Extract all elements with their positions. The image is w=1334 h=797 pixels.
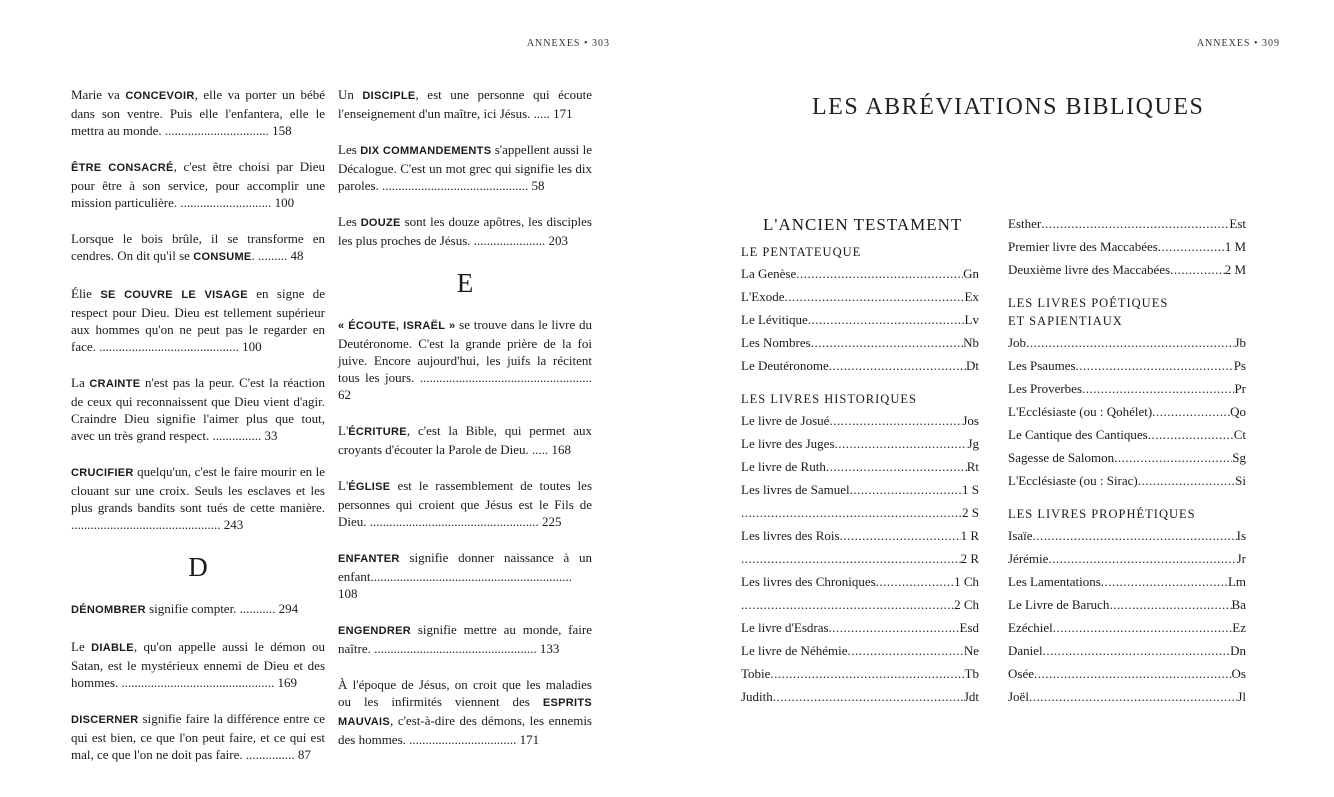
glossary-entry: [338, 86, 592, 122]
entry-text: À l'époque de Jésus, on croit que les maladies ou les infirmités viennent des: [338, 677, 592, 709]
abbreviation-row: [1008, 354, 1246, 377]
abbreviation-row: [1008, 331, 1246, 354]
book-abbreviation: Jg: [967, 436, 979, 451]
book-name: Job: [1008, 335, 1027, 350]
glossary-entry: [71, 710, 325, 763]
abbreviation-row: [1008, 446, 1246, 469]
book-name: Les Psaumes: [1008, 358, 1076, 373]
entry-text: s'appellent aussi le Décalogue. C'est un mot grec qui signifie les dix paroles. ............................................. 58: [338, 142, 592, 193]
book-name: Joël: [1008, 689, 1029, 704]
glossary-term: ESPRITS MAUVAIS: [338, 697, 592, 728]
glossary-entry: [338, 621, 592, 657]
book-abbreviation: Ba: [1231, 597, 1246, 612]
abbreviation-row: [1008, 258, 1246, 281]
entry-text: Marie va: [71, 87, 126, 102]
abbreviation-row: [741, 455, 979, 478]
book-abbreviation: Dn: [1230, 643, 1246, 658]
glossary-term: DISCERNER: [71, 714, 139, 726]
book-name: Sagesse de Salomon: [1008, 450, 1115, 465]
book-name: Le Lévitique: [741, 312, 808, 327]
book-name: Osée: [1008, 666, 1034, 681]
dot-leader: [1138, 469, 1235, 492]
entry-text: en signe de respect pour Dieu. Dieu est tellement supérieur aux hommes qu'on ne peut pas le regarder en face. ........................................... 100: [71, 286, 325, 354]
dot-leader: [1048, 547, 1236, 570]
dot-leader: [741, 547, 961, 570]
abbreviation-row: [741, 478, 979, 501]
section-letter: D: [188, 552, 208, 582]
book-abbreviation: Nb: [963, 335, 979, 350]
dot-leader: [835, 432, 968, 455]
dot-leader: [1158, 235, 1225, 258]
book-abbreviation: Ez: [1232, 620, 1246, 635]
book-abbreviation: Ex: [964, 289, 979, 304]
dot-leader: [1152, 400, 1230, 423]
book-name: Deuxième livre des Maccabées: [1008, 262, 1171, 277]
dot-leader: [785, 285, 965, 308]
entry-text: signifie compter. ........... 294: [145, 601, 299, 616]
dot-leader: [1043, 639, 1230, 662]
abbreviation-row: [1008, 593, 1246, 616]
abbreviation-row: [1008, 400, 1246, 423]
book-name: L'Ecclésiaste (ou : Qohélet): [1008, 404, 1153, 419]
entry-text: , c'est-à-dire des démons, les ennemis des hommes. ................................. 171: [338, 713, 592, 747]
glossary-term: CONSUME: [193, 251, 252, 263]
dot-leader: [811, 331, 963, 354]
book-name: Les Nombres: [741, 335, 811, 350]
book-abbreviation: 1 S: [962, 482, 979, 497]
book-abbreviation: Jdt: [963, 689, 979, 704]
abbreviation-row: [741, 409, 979, 432]
entry-text: , elle va porter un bébé dans son ventre. Puis elle l'enfantera, elle le mettra au monde. ................................ 158: [71, 87, 325, 138]
dot-leader: [1026, 331, 1234, 354]
abbreviation-row: [741, 524, 979, 547]
glossary-entry: [338, 141, 592, 194]
running-head-right: ANNEXES • 309: [1196, 38, 1280, 49]
book-name: Le livre de Josué: [741, 413, 830, 428]
right-page: [667, 0, 1334, 797]
glossary-column-2: [338, 86, 592, 767]
dot-leader: [770, 662, 964, 685]
entry-text: signifie donner naissance à un enfant.............................................................. 108: [338, 550, 592, 601]
abbreviation-row: [1008, 639, 1246, 662]
dot-leader: [1148, 423, 1234, 446]
dot-leader: [826, 455, 967, 478]
glossary-entry: [71, 600, 325, 619]
dot-leader: [741, 501, 962, 524]
glossary-term: DISCIPLE: [362, 90, 416, 102]
book-name: Jérémie: [1008, 551, 1049, 566]
glossary-entry: [71, 285, 325, 355]
glossary-entry: [338, 676, 592, 748]
book-name: Daniel: [1008, 643, 1043, 658]
dot-leader: [829, 354, 966, 377]
book-abbreviation: Lm: [1227, 574, 1246, 589]
book-name: Les livres des Rois: [741, 528, 840, 543]
glossary-entry: [338, 213, 592, 249]
entry-text: Les: [338, 214, 361, 229]
book-abbreviation: Pr: [1234, 381, 1246, 396]
book-name: Premier livre des Maccabées: [1008, 239, 1158, 254]
section-letter: E: [456, 268, 474, 298]
abbreviation-row: [1008, 524, 1246, 547]
glossary-entry: [71, 86, 325, 139]
book-abbreviation: Jr: [1236, 551, 1246, 566]
abbreviation-row: [741, 262, 979, 285]
book-abbreviation: Si: [1235, 473, 1246, 488]
dot-leader: [1034, 662, 1232, 685]
glossary-term: ÉCRITURE: [348, 426, 407, 438]
dot-leader: [1109, 593, 1231, 616]
book-abbreviation: Qo: [1230, 404, 1246, 419]
book-name: Le livre de Ruth: [741, 459, 826, 474]
testament-heading: L'ANCIEN TESTAMENT: [763, 215, 963, 234]
glossary-term: DÉNOMBRER: [71, 604, 146, 616]
abbreviation-row: [741, 501, 979, 524]
book-abbreviation: Ct: [1233, 427, 1246, 442]
book-name: Le Cantique des Cantiques: [1008, 427, 1148, 442]
glossary-entry: [71, 158, 325, 211]
book-abbreviation: Dt: [966, 358, 979, 373]
entry-text: Les: [338, 142, 361, 157]
dot-leader: [829, 409, 962, 432]
abbreviation-row: [1008, 570, 1246, 593]
glossary-entry: [71, 374, 325, 444]
glossary-term: ÊTRE CONSACRÉ: [71, 162, 174, 174]
entry-text: L': [338, 423, 349, 438]
glossary-term: ENGENDRER: [338, 625, 411, 637]
book-abbreviation: 1 R: [960, 528, 979, 543]
entry-text: , c'est être choisi par Dieu pour être à son service, pour accomplir une mission particulière. ............................ 100: [71, 159, 325, 210]
abbreviation-row: [741, 354, 979, 377]
book-abbreviation: Jb: [1234, 335, 1246, 350]
dot-leader: [1101, 570, 1228, 593]
abbreviation-row: [1008, 377, 1246, 400]
abbreviation-row: [741, 616, 979, 639]
entry-text: Un: [338, 87, 363, 102]
entry-text: , c'est la Bible, qui permet aux croyants d'écouter la Parole de Dieu. ..... 168: [338, 423, 592, 457]
book-name: Le livre de Néhémie: [741, 643, 848, 658]
dot-leader: [741, 593, 954, 616]
glossary-term: DIX COMMANDEMENTS: [360, 145, 492, 157]
abbreviation-row: [1008, 423, 1246, 446]
dot-leader: [1114, 446, 1232, 469]
entry-text: signifie mettre au monde, faire naître. .................................................. 133: [338, 622, 592, 656]
book-name: La Genèse: [741, 266, 797, 281]
book-abbreviation: Tb: [964, 666, 979, 681]
abbreviation-row: [741, 639, 979, 662]
book-name: Les Proverbes: [1008, 381, 1083, 396]
entry-text: Lorsque le bois brûle, il se transforme en cendres. On dit qu'il se: [71, 231, 325, 263]
entry-text: L': [338, 478, 349, 493]
glossary-term: DOUZE: [360, 217, 401, 229]
glossary-term: CONCEVOIR: [125, 90, 195, 102]
book-name: Les livres des Chroniques: [741, 574, 876, 589]
glossary-term: ENFANTER: [338, 553, 400, 565]
dot-leader: [1076, 354, 1234, 377]
glossary-term: SE COUVRE LE VISAGE: [100, 289, 248, 301]
section-spacer: [741, 377, 979, 391]
glossary-term: « ÉCOUTE, ISRAËL »: [338, 320, 456, 332]
entry-text: quelqu'un, c'est le faire mourir en le clouant sur une croix. Seuls les esclaves et les plus grands bandits sont tués de cette manière. .............................................. 243: [71, 464, 325, 532]
dot-leader: [850, 478, 962, 501]
entry-text: Le: [71, 639, 92, 654]
abbreviation-row: [1008, 469, 1246, 492]
book-abbreviation: 2 S: [962, 505, 979, 520]
book-name: Les Lamentations: [1008, 574, 1101, 589]
entry-text: . ......... 48: [251, 248, 304, 263]
book-name: Le livre d'Esdras: [741, 620, 829, 635]
abbreviation-row: [741, 331, 979, 354]
entry-text: Élie: [71, 286, 101, 301]
dot-leader: [1029, 685, 1237, 708]
book-abbreviation: Sg: [1232, 450, 1246, 465]
book-abbreviation: Jos: [962, 413, 979, 428]
page-title: LES ABRÉVIATIONS BIBLIQUES: [812, 94, 1205, 120]
entry-text: sont les douze apôtres, les disciples les plus proches de Jésus. ...................... 203: [338, 214, 592, 248]
book-name: Les livres de Samuel: [741, 482, 850, 497]
book-name: Tobie: [741, 666, 771, 681]
book-name: Judith: [741, 689, 773, 704]
book-abbreviation: Gn: [963, 266, 979, 281]
book-abbreviation: Lv: [964, 312, 979, 327]
abbreviation-row: [1008, 212, 1246, 235]
entry-text: La: [71, 375, 90, 390]
book-abbreviation: Esd: [959, 620, 979, 635]
book-name: L'Ecclésiaste (ou : Sirac): [1008, 473, 1138, 488]
glossary-column-1: [71, 86, 325, 782]
section-heading: LES LIVRES PROPHÉTIQUES: [1008, 507, 1196, 521]
abbreviation-row: [1008, 235, 1246, 258]
book-name: Ezéchiel: [1008, 620, 1053, 635]
abbreviation-row: [741, 308, 979, 331]
book-name: Isaïe: [1008, 528, 1033, 543]
section-heading: LES LIVRES HISTORIQUES: [741, 392, 917, 406]
entry-text: n'est pas la peur. C'est la réaction de ceux qui reconnaissent que Dieu vient d'agir. Craindre Dieu signifie l'aimer plus que tout, avec un très grand respect. ............... 33: [71, 375, 326, 443]
dot-leader: [847, 639, 963, 662]
abbreviation-row: [741, 570, 979, 593]
glossary-term: DIABLE: [91, 642, 134, 654]
dot-leader: [1170, 258, 1225, 281]
book-abbreviation: Est: [1229, 216, 1246, 231]
entry-text: , qu'on appelle aussi le démon ou Satan, est le mystérieux ennemi de Dieu et des hommes. ............................................... 169: [71, 639, 325, 690]
dot-leader: [1082, 377, 1234, 400]
glossary-term: CRAINTE: [89, 378, 141, 390]
book-abbreviation: Is: [1236, 528, 1246, 543]
book-abbreviation: Jl: [1237, 689, 1246, 704]
glossary-entry: [338, 477, 592, 530]
book-name: Le Livre de Baruch: [1008, 597, 1110, 612]
glossary-term: ÉGLISE: [348, 481, 391, 493]
abbreviations-column-2: [1008, 212, 1246, 708]
dot-leader: [1053, 616, 1233, 639]
dot-leader: [1041, 212, 1229, 235]
abbreviation-row: [1008, 685, 1246, 708]
dot-leader: [796, 262, 963, 285]
book-abbreviation: 2 M: [1224, 262, 1246, 277]
section-heading: LE PENTATEUQUE: [741, 245, 862, 259]
abbreviation-row: [1008, 662, 1246, 685]
abbreviation-row: [741, 685, 979, 708]
book-name: L'Exode: [741, 289, 785, 304]
glossary-entry: [71, 230, 325, 266]
book-abbreviation: Ne: [963, 643, 979, 658]
book-abbreviation: Os: [1231, 666, 1246, 681]
book-name: Le livre des Juges: [741, 436, 835, 451]
dot-leader: [829, 616, 960, 639]
section-heading: LES LIVRES POÉTIQUES: [1008, 296, 1169, 310]
book-abbreviation: 2 R: [960, 551, 979, 566]
glossary-entry: [71, 638, 325, 691]
book-abbreviation: 1 Ch: [954, 574, 979, 589]
section-spacer: [1008, 281, 1246, 295]
abbreviations-column-1: [741, 215, 979, 708]
glossary-entry: [338, 422, 592, 458]
dot-leader: [876, 570, 954, 593]
book-abbreviation: Ps: [1233, 358, 1246, 373]
running-head-left: ANNEXES • 303: [526, 38, 610, 49]
abbreviation-row: [741, 593, 979, 616]
abbreviation-row: [741, 432, 979, 455]
abbreviation-row: [1008, 616, 1246, 639]
book-abbreviation: 1 M: [1224, 239, 1246, 254]
abbreviation-row: [1008, 547, 1246, 570]
entry-text: signifie faire la différence entre ce qui est bien, ce que l'on peut faire, et ce qui est mal, ce que l'on ne doit pas faire. ............... 87: [71, 711, 325, 762]
section-spacer: [1008, 492, 1246, 506]
abbreviation-row: [741, 547, 979, 570]
dot-leader: [808, 308, 965, 331]
dot-leader: [773, 685, 964, 708]
dot-leader: [1033, 524, 1237, 547]
book-abbreviation: Rt: [966, 459, 979, 474]
entry-text: , est une personne qui écoute l'enseignement d'un maître, ici Jésus. ..... 171: [338, 87, 592, 121]
glossary-term: CRUCIFIER: [71, 467, 134, 479]
dot-leader: [840, 524, 961, 547]
book-name: Esther: [1008, 216, 1042, 231]
entry-text: se trouve dans le livre du Deutéronome. C'est la grande prière de la foi juive. Encore aujourd'hui, les juifs la récitent tous les jours. ..................................................... 62: [338, 317, 593, 402]
book-name: Le Deutéronome: [741, 358, 829, 373]
glossary-entry: [338, 549, 592, 602]
glossary-entry: [71, 463, 325, 533]
section-heading: ET SAPIENTIAUX: [1008, 314, 1123, 328]
abbreviation-row: [741, 662, 979, 685]
abbreviation-row: [741, 285, 979, 308]
glossary-entry: [338, 316, 592, 403]
book-abbreviation: 2 Ch: [954, 597, 979, 612]
entry-text: est le rassemblement de toutes les personnes qui croient que Jésus est le Fils de Dieu. .................................................... 225: [338, 478, 592, 529]
